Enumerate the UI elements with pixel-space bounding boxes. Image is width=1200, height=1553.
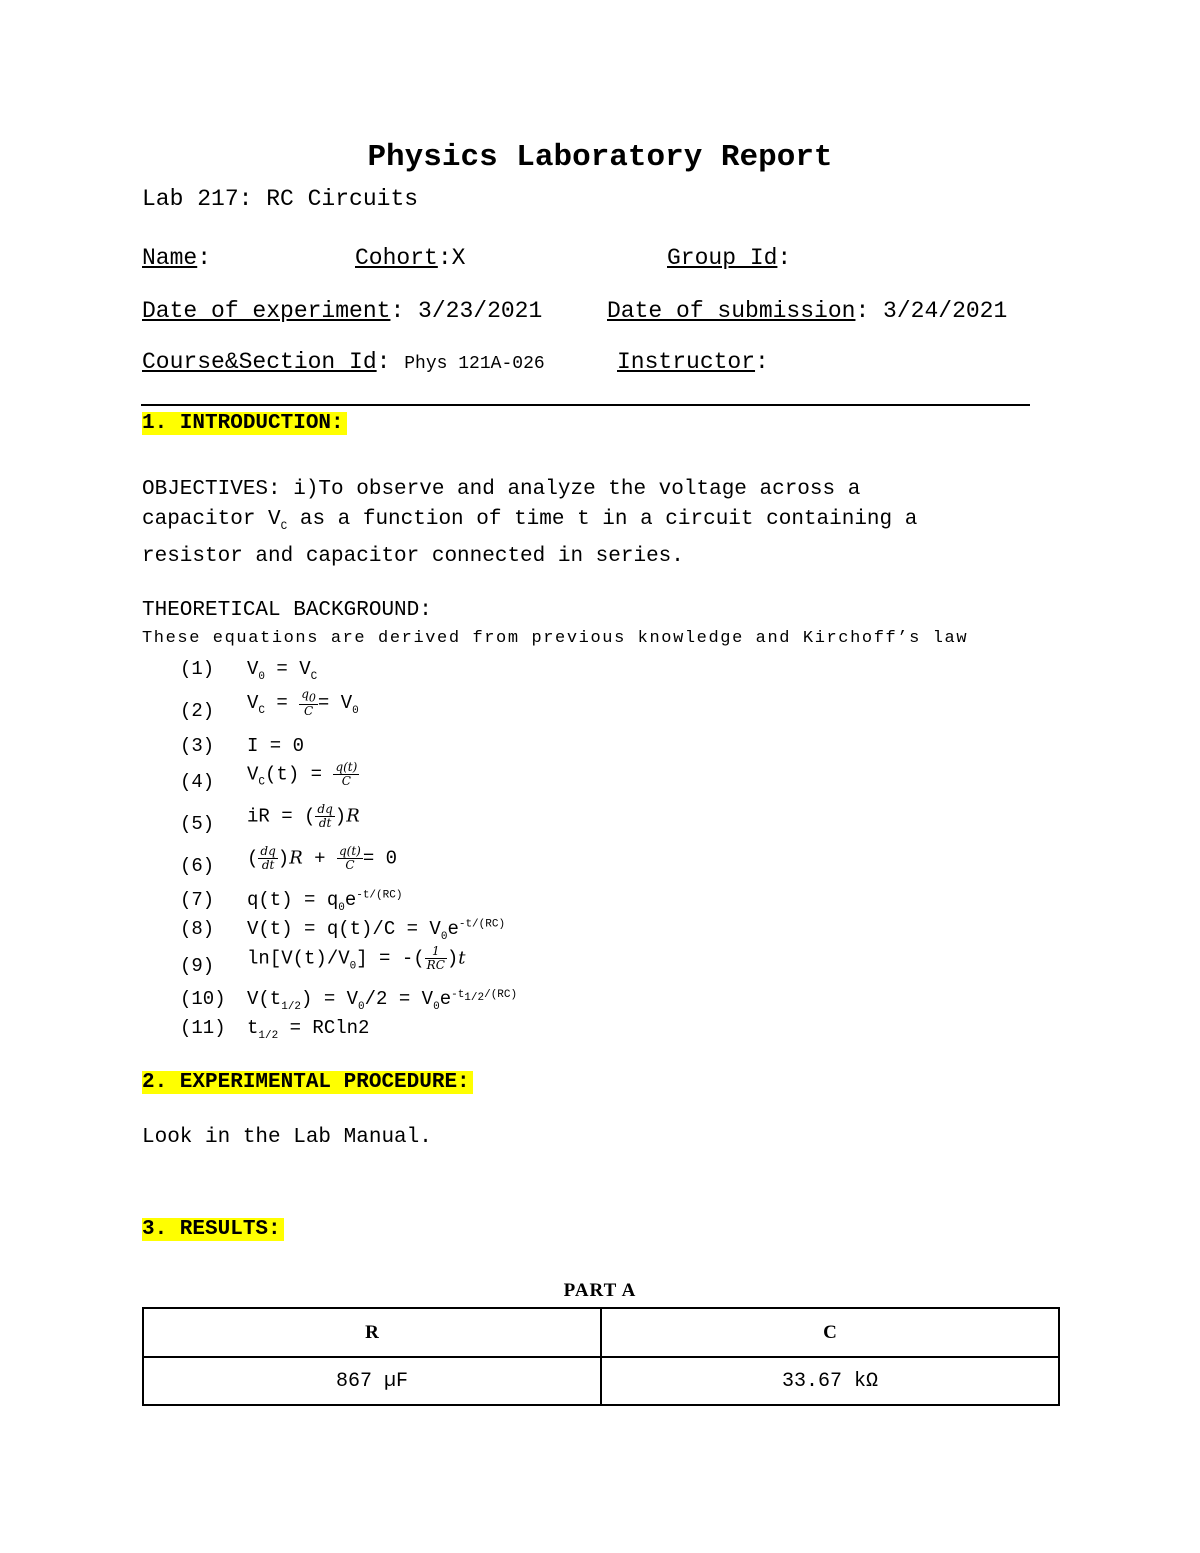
table-row — [143, 1357, 1059, 1405]
equation-9: $\ln[V(t)/V_0]$ = -( $\frac{1}{RC}$ )t — [247, 944, 466, 973]
results-table — [142, 1307, 1060, 1406]
equation-2: $V_C$ = $\frac{q_0}{C}$ = $V_0$ — [247, 687, 359, 719]
theory-heading: THEORETICAL BACKGROUND: — [142, 599, 432, 622]
theory-text: These equations are derived from previous knowledge and Kirchoff’s law — [142, 629, 969, 648]
group-id-field: Group Id: — [667, 245, 792, 271]
lab-title: Lab 217: RC Circuits — [142, 186, 419, 212]
cell-r-value: 867 µF — [143, 1357, 601, 1405]
equation-6: ( $\frac{dq}{dt}$ )R + $\frac{q(t)}{C}$ = 0 — [247, 844, 398, 872]
equation-3: I = 0 — [247, 735, 305, 757]
name-field: Name: — [142, 245, 212, 271]
cell-c-value: 33.67 kΩ — [601, 1357, 1059, 1405]
section-heading-results: 3. RESULTS: — [142, 1218, 284, 1241]
date-of-experiment: Date of experiment: 3/23/2021 — [142, 298, 543, 324]
header-divider — [141, 404, 1030, 406]
instructor-field: Instructor: — [617, 349, 769, 375]
equation-8: $V(t) = q(t)/C = V_0e^{-t/(RC)}$ — [247, 918, 506, 943]
section-heading-procedure: 2. EXPERIMENTAL PROCEDURE: — [142, 1071, 473, 1094]
equation-10: $V(t_{1/2}) = V_0/2 = V_0e^{-t_{1/2}/(RC)}$ — [247, 988, 518, 1013]
equation-7: $q(t) = q_0e^{-t/(RC)}$ — [247, 889, 403, 914]
date-of-submission: Date of submission: 3/24/2021 — [607, 298, 1008, 324]
table-header-row — [143, 1308, 1059, 1357]
procedure-text: Look in the Lab Manual. — [142, 1126, 432, 1149]
part-a-title: PART A — [563, 1280, 637, 1301]
report-title: Physics Laboratory Report — [367, 140, 833, 175]
section-heading-introduction: 1. INTRODUCTION: — [142, 412, 347, 435]
course-section-field: Course&Section Id: Phys 121A-026 — [142, 349, 545, 375]
column-header-c: C — [601, 1308, 1059, 1357]
equation-5: iR = ( $\frac{dq}{dt}$ )R — [247, 802, 360, 830]
equation-11: $t_{1/2} = RCln2$ — [247, 1017, 370, 1042]
cohort-field: Cohort:X — [355, 245, 466, 271]
objectives-paragraph: OBJECTIVES: i)To observe and analyze the voltage across a capacitor $V_C$ as a function of time t in a circuit containing a resistor and capacitor connected in series. — [142, 478, 918, 569]
equation-4: $V_C(t)$ = $\frac{q(t)}{C}$ — [247, 760, 358, 789]
column-header-r: R — [143, 1308, 601, 1357]
equation-1: $V_0 = V_C$ — [247, 658, 318, 683]
